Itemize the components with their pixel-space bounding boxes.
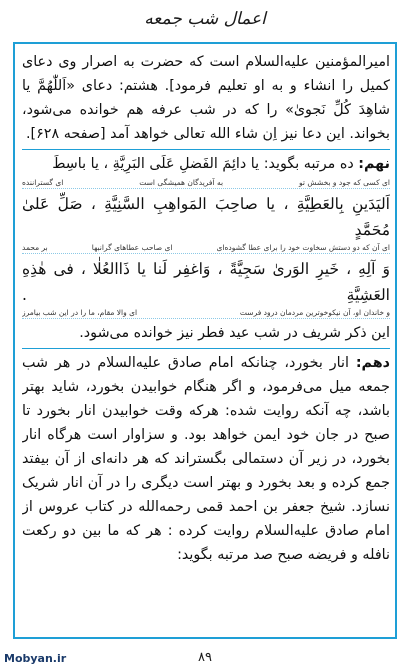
dua-arabic-2: اَلیَدَینِ بِالعَطِیَّةِ ، یا صاحِبَ المَواهِبِ السَّنِیَّةِ ، صَلِّ عَلیٰ مُحَمَّدٍ	[22, 195, 390, 239]
dua-line-2	[22, 191, 390, 243]
divider-2	[22, 348, 390, 349]
ninth-label: نهم:	[358, 156, 390, 172]
tenth-label: دهم:	[355, 355, 390, 371]
translation-3a: و خاندان او، آن نیکوخوترین مردمان درود فرست	[239, 308, 390, 317]
page-content	[22, 50, 390, 634]
translation-2a: ای آن که دو دستش سخاوت خود را برای عطا گشوده‌ای	[216, 243, 390, 252]
paragraph-fitr-note: این ذکر شریف در شب عید فطر نیز خوانده می‌شود.	[79, 325, 390, 341]
page-number: ۸۹	[198, 650, 212, 665]
tenth-text: انار بخورد، چنانکه امام صادق علیه‌السلام در هر شب جمعه میل می‌فرمود، و اگر هنگام خوابیدن بخورد، شاید بهتر باشد، چه آنکه روایت شده: هرکه وقت خوابیدن انار بخورد تا صبح در جان خود ایمن خواهد بود. و سزاوار است هرگاه انار بخورد، در زیر آن دستمالی بگستراند که هر دانه‌ای از آن بیفتد جمع کرده و بعد بخورد و بهتر است دیگری را در آن انار شریک نسازد. شیخ جعفر بن احمد قمی رحمه‌الله در کتاب عروس از امام صادق علیه‌السلام روایت کرده : هر که ما بین دو رکعت نافله و فریضه صبح صد مرتبه بگوید:	[22, 355, 390, 563]
page-header	[0, 4, 410, 38]
translation-2c: بر محمد	[22, 243, 48, 252]
translation-2b: ای صاحب عطاهای گرانبها	[91, 243, 173, 252]
header-title: اعمال شب جمعه	[144, 9, 266, 29]
translation-1b: به آفریدگان همیشگی است	[139, 178, 224, 187]
translation-1c: ای گستراننده	[22, 178, 64, 187]
site-logo: Mobyan.ir	[4, 652, 67, 665]
dua-line-3	[22, 256, 390, 308]
paragraph-intro: امیرالمؤمنین علیه‌السلام است که حضرت به اصرار وی دعای کمیل را انشاء و به او تعلیم فرمود]. هشتم: دعای «اَللّٰهُمَّ یا شاهِدَ کُلِّ نَجویٰ» را که در شب عرفه هم خوانده می‌شود، بخواند. این دعا نیز اِن شاء الله تعالی خواهد آمد [صفحه ۶۲۸].	[22, 54, 390, 142]
translation-row-3	[22, 308, 390, 319]
paragraph-tenth	[22, 351, 390, 567]
translation-3b: ای والا مقام، ما را در این شب بیامرز	[22, 308, 138, 317]
translation-row-2	[22, 243, 390, 254]
translation-1a: ای کسی که جود و بخشش تو	[299, 178, 390, 187]
divider	[22, 149, 390, 150]
dua-arabic-3: وَ آلِهِ ، خَیرِ الوَریٰ سَجِیَّةً ، وَاغفِر لَنا یا ذَاالعُلٰا ، فی هٰذِهِ العَشِیَّةِ .	[22, 260, 390, 304]
ninth-text: ده مرتبه بگوید: یا دائِمَ الفَضلِ عَلَی البَرِیَّةِ ، یا باسِطَ	[52, 156, 354, 172]
paragraph-ninth	[22, 152, 390, 176]
translation-row-1	[22, 178, 390, 189]
